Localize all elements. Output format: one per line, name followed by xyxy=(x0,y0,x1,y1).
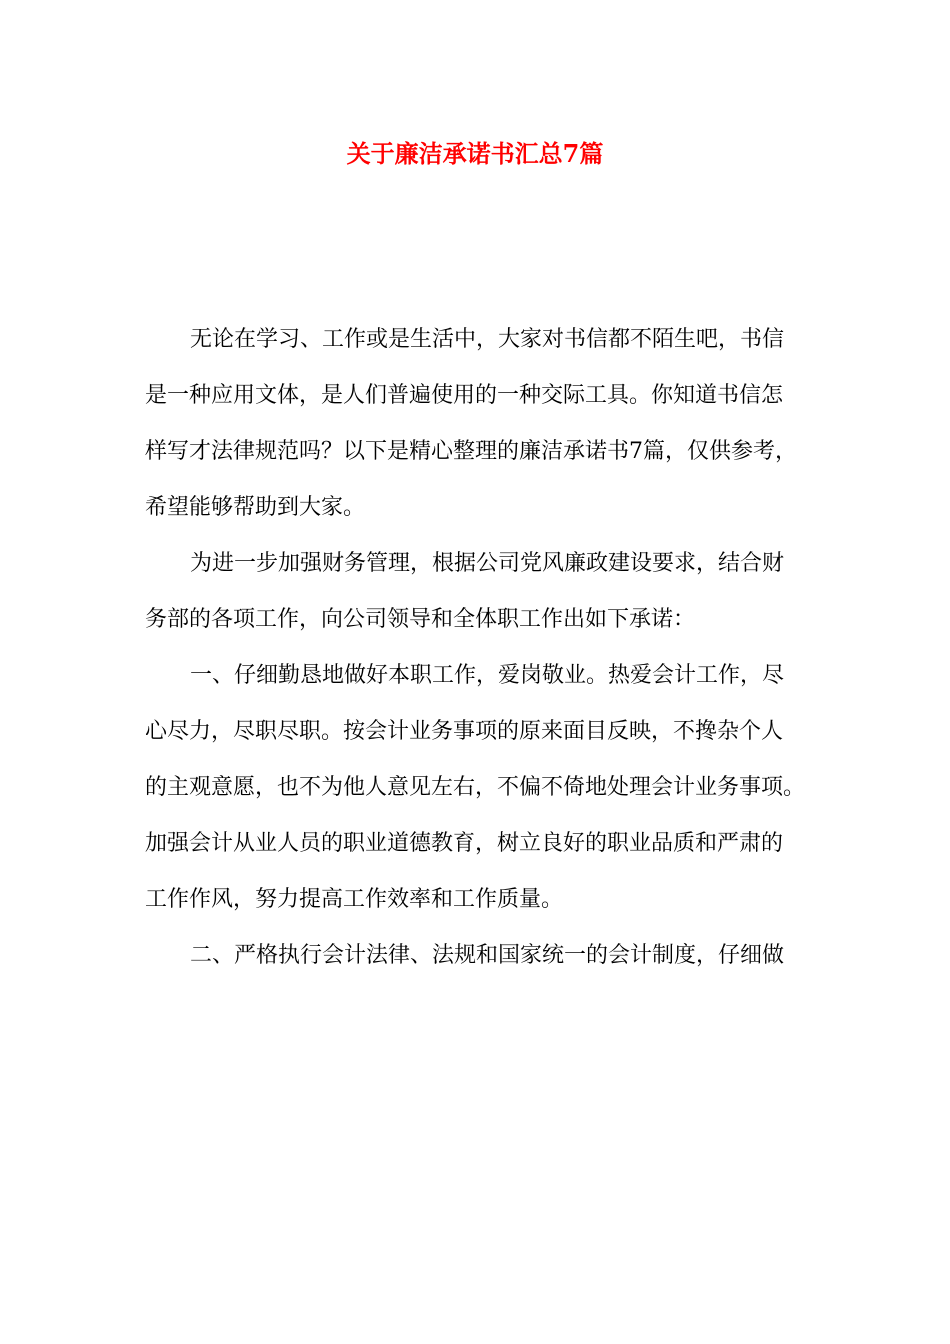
document-title: 关于廉洁承诺书汇总7篇 xyxy=(346,139,604,168)
text-line: 加强会计从业人员的职业道德教育，树立良好的职业品质和严肃的 xyxy=(145,831,784,856)
text-line: 样写才法律规范吗？以下是精心整理的廉洁承诺书7篇，仅供参考， xyxy=(145,439,797,464)
paragraph-intro xyxy=(145,318,810,542)
text-line: 的主观意愿，也不为他人意见左右，不偏不倚地处理会计业务事项。 xyxy=(145,775,806,800)
document-body xyxy=(145,318,810,990)
text-line: 一、仔细勤恳地做好本职工作，爱岗敬业。热爱会计工作，尽 xyxy=(190,663,785,688)
text-line: 二、严格执行会计法律、法规和国家统一的会计制度，仔细做 xyxy=(190,943,785,968)
text-line: 为进一步加强财务管理，根据公司党风廉政建设要求，结合财 xyxy=(190,551,785,576)
text-line: 是一种应用文体，是人们普遍使用的一种交际工具。你知道书信怎 xyxy=(145,383,784,408)
paragraph-item-2 xyxy=(145,934,810,990)
text-line: 无论在学习、工作或是生活中，大家对书信都不陌生吧，书信 xyxy=(190,327,785,352)
text-line: 务部的各项工作，向公司领导和全体职工作出如下承诺： xyxy=(145,607,696,632)
paragraph-preamble xyxy=(145,542,810,654)
text-line: 希望能够帮助到大家。 xyxy=(145,495,366,520)
paragraph-item-1 xyxy=(145,654,810,934)
text-line: 心尽力，尽职尽职。按会计业务事项的原来面目反映，不搀杂个人 xyxy=(145,719,784,744)
text-line: 工作作风，努力提高工作效率和工作质量。 xyxy=(145,887,564,912)
